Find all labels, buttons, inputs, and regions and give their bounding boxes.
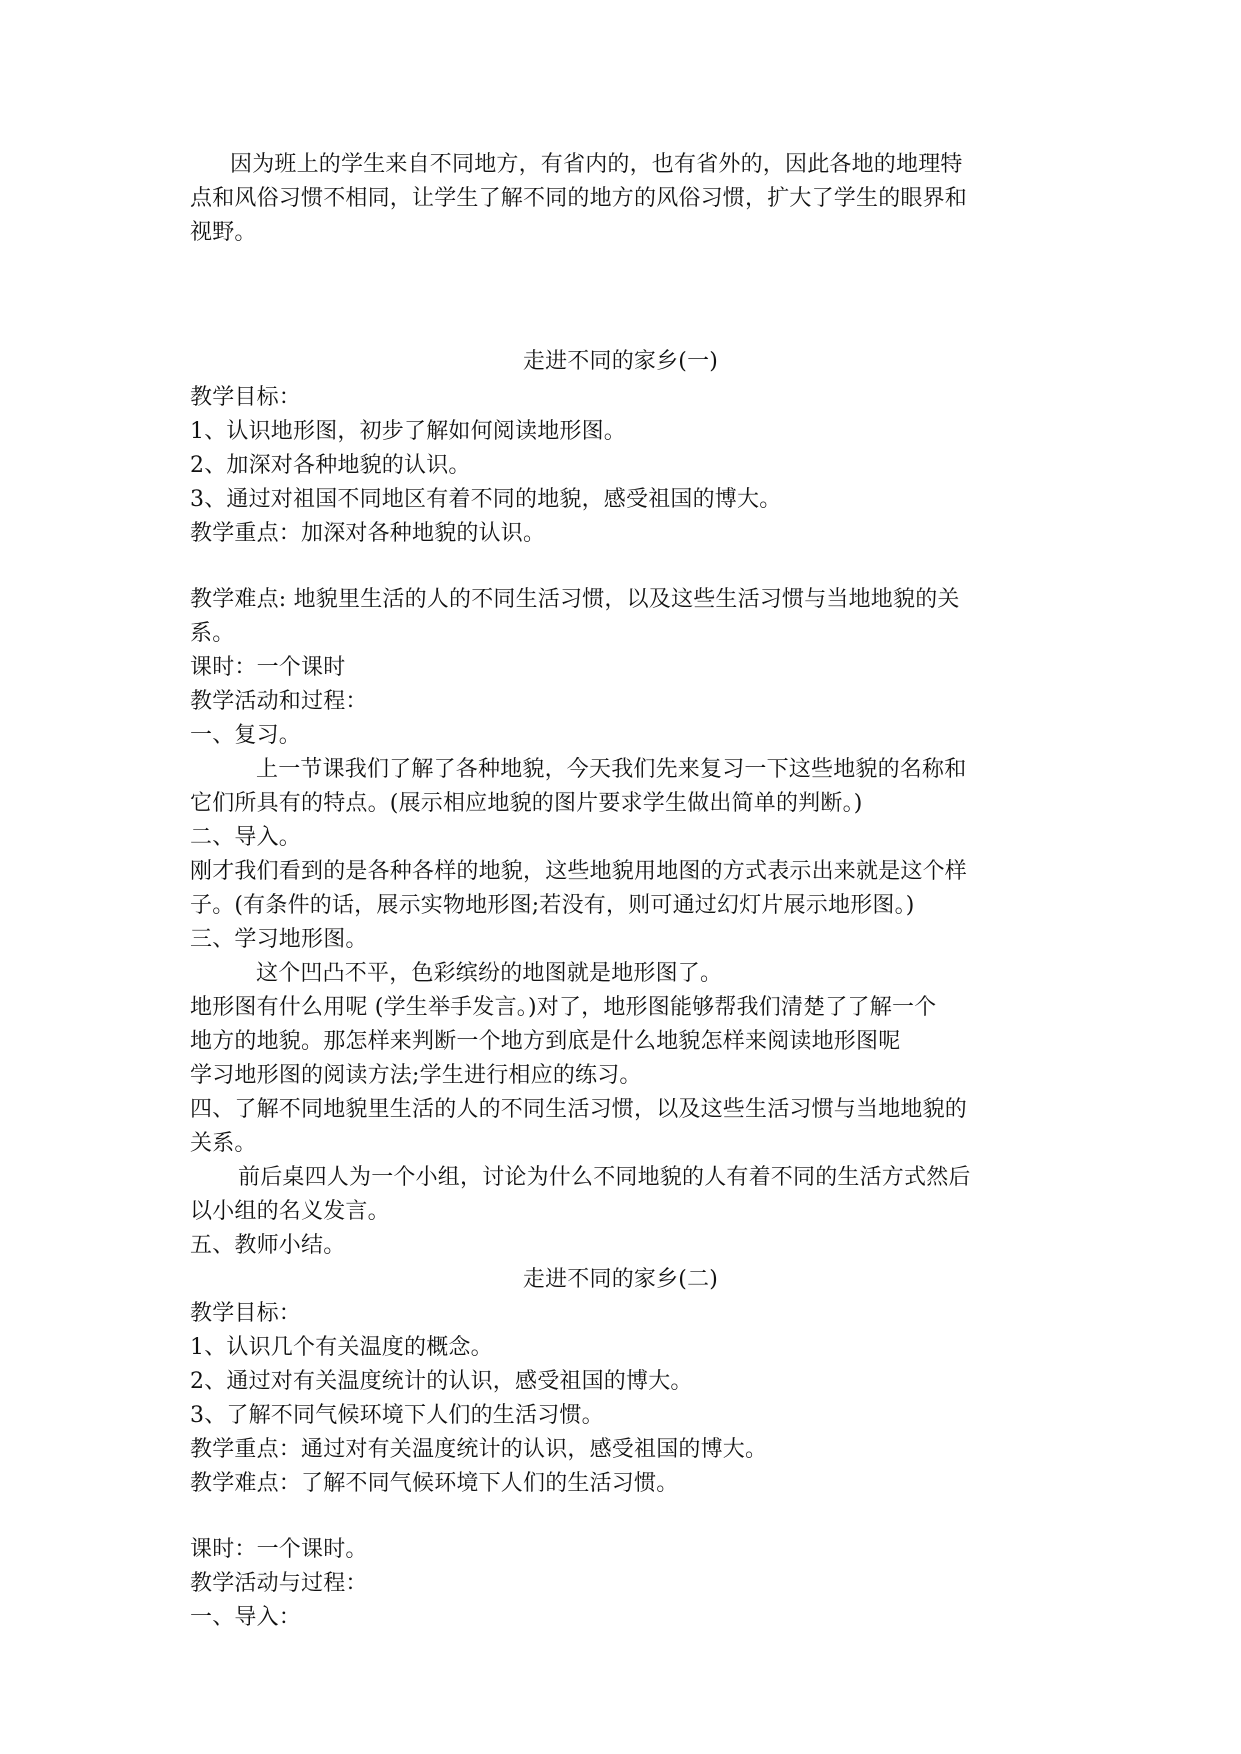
- lesson1-line-18: 地形图有什么用呢 (学生举手发言。)对了，地形图能够帮我们清楚了了解一个: [190, 995, 937, 1020]
- lesson1-line-24: 以小组的名义发言。: [190, 1199, 390, 1224]
- lesson2-line-9: 一、导入：: [190, 1605, 302, 1630]
- lesson1-line-16: 三、学习地形图。: [190, 927, 368, 952]
- lesson2-line-3: 2、通过对有关温度统计的认识，感受祖国的博大。: [190, 1369, 693, 1394]
- lesson1-line-3: 2、加深对各种地貌的认识。: [190, 453, 471, 478]
- lesson2-line-8: 教学活动与过程：: [190, 1571, 368, 1596]
- lesson1-line-17: 这个凹凸不平，色彩缤纷的地图就是地形图了。: [256, 961, 723, 986]
- lesson1-line-1: 教学目标：: [190, 385, 302, 410]
- lesson1-line-4: 3、通过对祖国不同地区有着不同的地貌，感受祖国的博大。: [190, 487, 782, 512]
- lesson2-title: 走进不同的家乡(二): [522, 1267, 719, 1292]
- lesson1-line-9: 教学活动和过程：: [190, 689, 368, 714]
- lesson1-line-10: 一、复习。: [190, 723, 302, 748]
- lesson2-line-1: 教学目标：: [190, 1301, 302, 1326]
- lesson1-line-8: 课时：一个课时: [190, 655, 346, 680]
- lesson1-line-25: 五、教师小结。: [190, 1233, 346, 1258]
- intro-line-1: 因为班上的学生来自不同地方，有省内的，也有省外的，因此各地的地理特: [230, 152, 963, 177]
- lesson2-line-2: 1、认识几个有关温度的概念。: [190, 1335, 493, 1360]
- lesson1-line-23: 前后桌四人为一个小组，讨论为什么不同地貌的人有着不同的生活方式然后: [238, 1165, 971, 1190]
- lesson2-line-5: 教学重点：通过对有关温度统计的认识，感受祖国的博大。: [190, 1437, 768, 1462]
- lesson1-line-13: 二、导入。: [190, 825, 302, 850]
- intro-line-2: 点和风俗习惯不相同，让学生了解不同的地方的风俗习惯，扩大了学生的眼界和: [190, 186, 968, 211]
- lesson1-title: 走进不同的家乡(一): [522, 349, 719, 374]
- lesson1-line-15: 子。(有条件的话，展示实物地形图;若没有，则可通过幻灯片展示地形图。): [190, 893, 915, 918]
- lesson1-line-20: 学习地形图的阅读方法;学生进行相应的练习。: [190, 1063, 642, 1088]
- lesson2-line-6: 教学难点：了解不同气候环境下人们的生活习惯。: [190, 1471, 679, 1496]
- lesson1-line-22: 关系。: [190, 1131, 257, 1156]
- lesson1-line-21: 四、了解不同地貌里生活的人的不同生活习惯，以及这些生活习惯与当地地貌的: [190, 1097, 968, 1122]
- lesson1-line-7: 系。: [190, 621, 235, 646]
- lesson2-line-4: 3、了解不同气候环境下人们的生活习惯。: [190, 1403, 604, 1428]
- lesson1-line-2: 1、认识地形图，初步了解如何阅读地形图。: [190, 419, 626, 444]
- lesson1-line-19: 地方的地貌。那怎样来判断一个地方到底是什么地貌怎样来阅读地形图呢: [190, 1029, 901, 1054]
- lesson1-line-6: 教学难点: 地貌里生活的人的不同生活习惯，以及这些生活习惯与当地地貌的关: [190, 587, 960, 612]
- lesson2-line-7: 课时：一个课时。: [190, 1537, 368, 1562]
- lesson1-line-12: 它们所具有的特点。(展示相应地貌的图片要求学生做出简单的判断。): [190, 791, 863, 816]
- lesson1-line-5: 教学重点：加深对各种地貌的认识。: [190, 521, 546, 546]
- intro-line-3: 视野。: [190, 220, 257, 245]
- lesson1-line-14: 刚才我们看到的是各种各样的地貌，这些地貌用地图的方式表示出来就是这个样: [190, 859, 968, 884]
- lesson1-line-11: 上一节课我们了解了各种地貌，今天我们先来复习一下这些地貌的名称和: [256, 757, 967, 782]
